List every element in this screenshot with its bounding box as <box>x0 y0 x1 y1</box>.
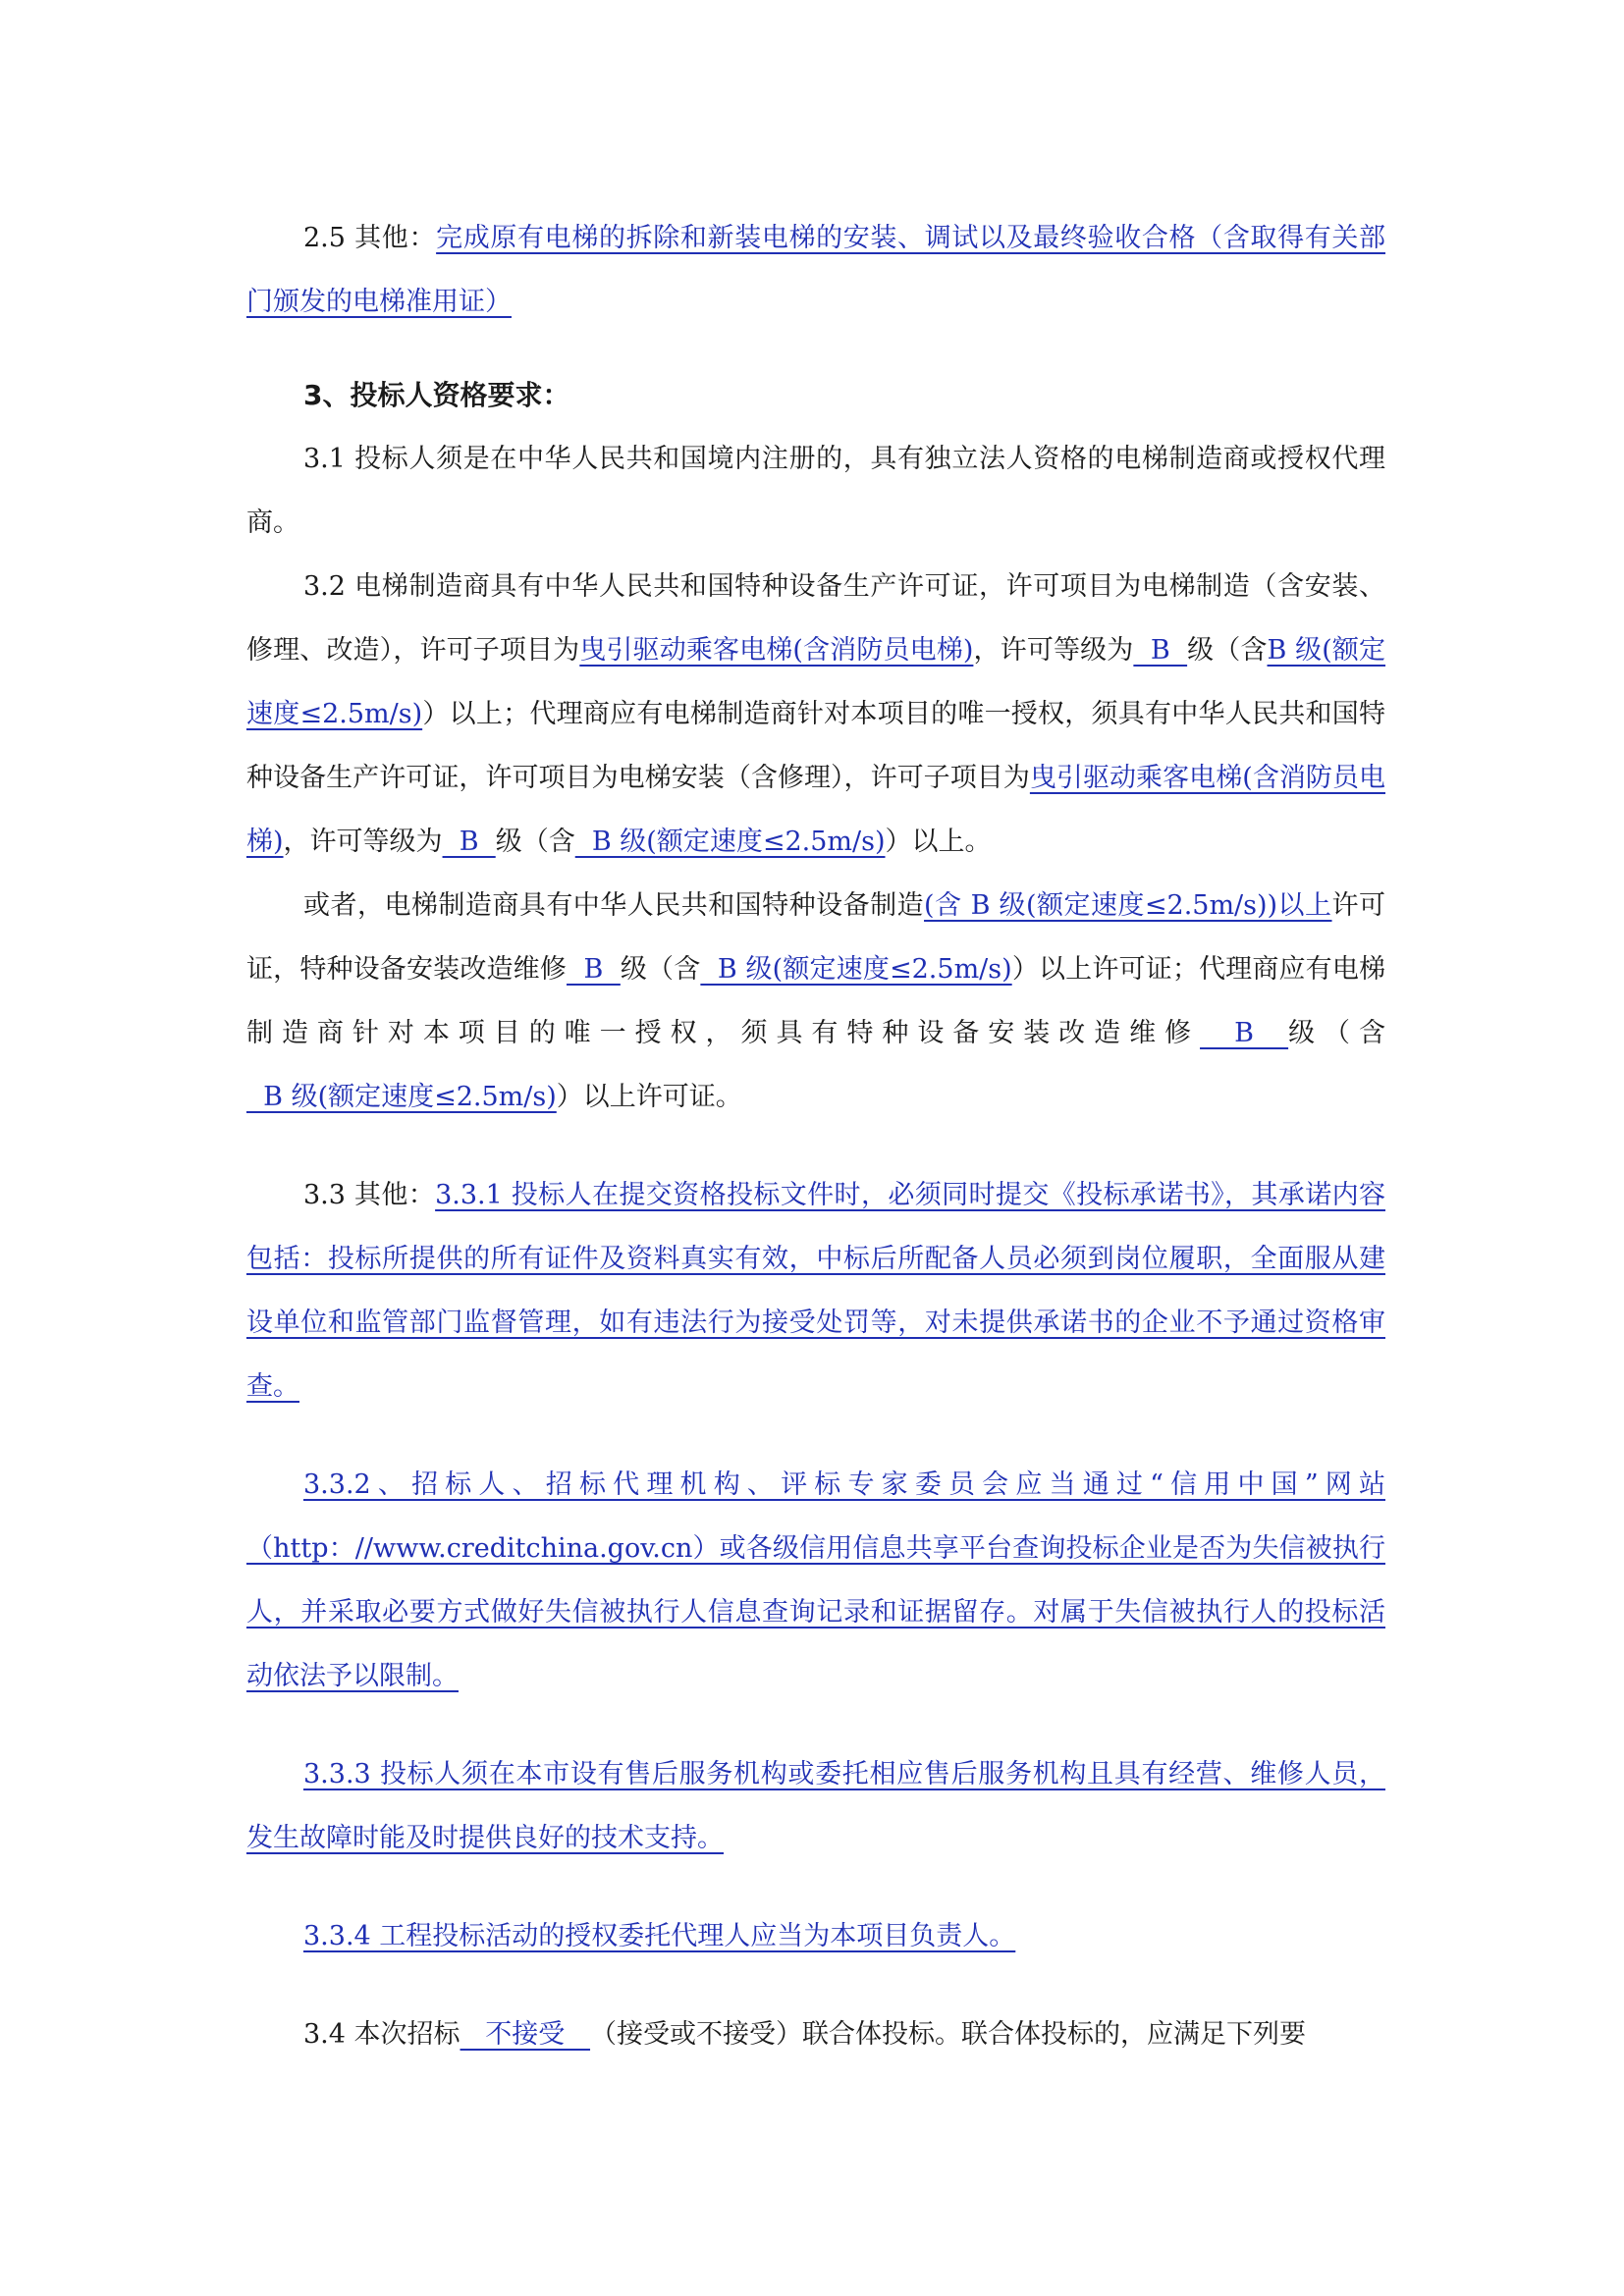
section-3-heading: 3、投标人资格要求： <box>303 379 570 411</box>
text-run: 许可证，特种设备安装改造维修 <box>246 890 1386 985</box>
text-run: （接受或不接受）联合体投标。联合体投标的，应满足下列要 <box>590 2019 1307 2050</box>
section-3-4 <box>246 2002 1385 2066</box>
section-2-5 <box>246 206 1385 334</box>
fill-field: 曳引驱动乘客电梯(含消防员电梯) <box>579 635 974 666</box>
text-run: 3.2 电梯制造商具有中华人民共和国特种设备生产许可证，许可项目为电梯制造（含安装、修理、改造），许可子项目为 <box>246 571 1385 666</box>
spacer <box>246 1968 1385 2002</box>
section-2-5-fill: 完成原有电梯的拆除和新装电梯的安装、调试以及最终验收合格（含取得有关部门颁发的电梯准用证） <box>246 223 1386 317</box>
section-3-1: 3.1 投标人须是在中华人民共和国境内注册的，具有独立法人资格的电梯制造商或授权代理商。 <box>246 444 1385 538</box>
section-3-3-3 <box>246 1742 1385 1870</box>
fill-field: B <box>1133 635 1188 666</box>
section-3-3-3-text: 3.3.3 投标人须在本市设有售后服务机构或委托相应售后服务机构且具有经营、维修人员，发生故障时能及时提供良好的技术支持。 <box>246 1759 1385 1853</box>
text-run: 级（含 <box>1187 635 1268 666</box>
spacer <box>246 1129 1385 1163</box>
text-run: ）以上许可证。 <box>556 1082 742 1112</box>
section-3-3-2 <box>246 1453 1385 1708</box>
spacer <box>246 1418 1385 1453</box>
fill-field: B 级(额定速度≤2.5m/s) <box>574 827 886 857</box>
spacer <box>246 1708 1385 1742</box>
section-3-3 <box>246 1163 1385 1418</box>
section-3-3-4 <box>246 1904 1385 1968</box>
section-3-2 <box>246 555 1385 874</box>
section-3-3-2-text: 3.3.2、招标人、招标代理机构、评标专家委员会应当通过“信用中国”网站（http：//www.creditchina.gov.cn）或各级信用信息共享平台查询投标企业是否为失信被执行人，并采取必要方式做好失信被执行人信息查询记录和证据留存。对属于失信被执行人的投标活动依法予以限制。 <box>246 1469 1385 1691</box>
text-run: 3.4 本次招标 <box>303 2019 460 2050</box>
text-run: 级（含 <box>1288 1018 1386 1048</box>
fill-field: 不接受 <box>460 2019 591 2050</box>
fill-field: B <box>442 827 496 857</box>
document-body <box>246 206 1385 2066</box>
fill-field: B <box>1200 1018 1289 1048</box>
fill-field: B <box>567 954 621 985</box>
text-run: ）以上许可证；代理商应有电梯制造商针对本项目的唯一授权，须具有特种设备安装改造维修 <box>246 954 1386 1048</box>
text-run: ，许可等级为 <box>283 827 443 857</box>
fill-field: 曳引驱动乘客电梯(含消防员电梯) <box>246 763 1385 857</box>
text-run: 或者，电梯制造商具有中华人民共和国特种设备制造 <box>303 890 925 921</box>
section-3-2-alt <box>246 874 1385 1129</box>
text-run: 级（含 <box>495 827 575 857</box>
text-run: ）以上。 <box>885 827 992 857</box>
fill-field: (含 B 级(额定速度≤2.5m/s))以上 <box>924 890 1332 921</box>
section-3-3-4-text: 3.3.4 工程投标活动的授权委托代理人应当为本项目负责人。 <box>303 1921 1016 1951</box>
fill-field: B 级(额定速度≤2.5m/s) <box>700 954 1012 985</box>
spacer <box>246 1870 1385 1904</box>
text-run: ，许可等级为 <box>973 635 1134 666</box>
section-2-5-label: 2.5 其他： <box>303 223 437 253</box>
text-run: ）以上；代理商应有电梯制造商针对本项目的唯一授权，须具有中华人民共和国特种设备生产许可证，许可项目为电梯安装（含修理），许可子项目为 <box>246 699 1386 793</box>
section-3-3-1-text: 3.3.1 投标人在提交资格投标文件时，必须同时提交《投标承诺书》，其承诺内容包括：投标所提供的所有证件及资料真实有效，中标后所配备人员必须到岗位履职，全面服从建设单位和监管部门监督管理，如有违法行为接受处罚等，对未提供承诺书的企业不予通过资格审查。 <box>246 1180 1385 1402</box>
text-run: 级（含 <box>620 954 701 985</box>
section-3-3-label: 3.3 其他： <box>303 1180 436 1210</box>
fill-field: B 级(额定速度≤2.5m/s) <box>246 1082 557 1112</box>
fill-field: B 级(额定速度≤2.5m/s) <box>246 635 1386 729</box>
